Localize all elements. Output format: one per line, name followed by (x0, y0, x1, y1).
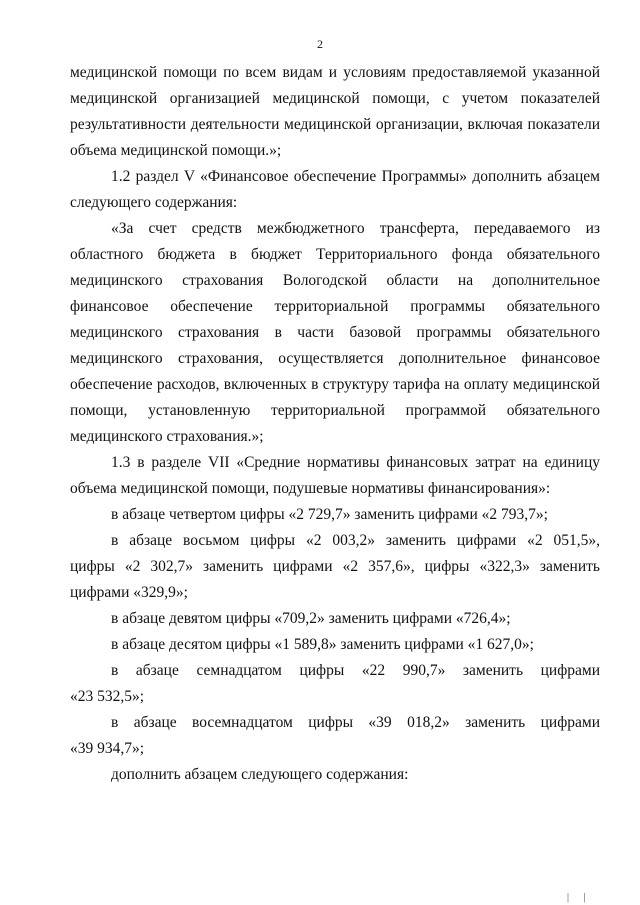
text-line: в абзаце девятом цифры «709,2» заменить цифрами «726,4»; (111, 610, 511, 627)
text-line: медицинского страхования Вологодской области на дополнительное (70, 272, 600, 289)
text-line: финансовое обеспечение территориальной программы обязательного (70, 298, 600, 315)
text-line: в абзаце четвертом цифры «2 729,7» заменить цифрами «2 793,7»; (111, 506, 548, 523)
text-line: объема медицинской помощи, подушевые нормативы финансирования»: (70, 480, 551, 497)
text-line: медицинского страхования.»; (70, 428, 264, 445)
text-line: 1.2 раздел V «Финансовое обеспечение Программы» дополнить абзацем (111, 168, 600, 185)
text-line: в абзаце десятом цифры «1 589,8» заменить цифрами «1 627,0»; (111, 636, 534, 653)
text-line: медицинского страхования, осуществляется дополнительное финансовое (70, 350, 600, 367)
footer-marks: | | (567, 892, 592, 903)
text-line: в абзаце семнадцатом цифры «22 990,7» заменить цифрами (111, 662, 600, 679)
text-line: в абзаце восьмом цифры «2 003,2» заменить цифрами «2 051,5», (111, 532, 600, 549)
text-line: в абзаце восемнадцатом цифры «39 018,2» заменить цифрами (111, 714, 600, 731)
document-body (70, 60, 600, 788)
text-line: областного бюджета в бюджет Территориального фонда обязательного (70, 246, 600, 263)
text-line: помощи, установленную территориальной программой обязательного (70, 402, 600, 419)
text-line: объема медицинской помощи.»; (70, 142, 282, 159)
text-line: «39 934,7»; (70, 740, 145, 757)
text-line: «За счет средств межбюджетного трансферта, передаваемого из (111, 220, 600, 237)
text-line: медицинской помощи по всем видам и условиям предоставляемой указанной (70, 64, 600, 81)
text-line: результативности деятельности медицинской организации, включая показатели (70, 116, 600, 133)
text-line: цифры «2 302,7» заменить цифрами «2 357,6», цифры «322,3» заменить (70, 558, 600, 575)
text-line: цифрами «329,9»; (70, 584, 188, 601)
text-line: медицинского страхования в части базовой программы обязательного (70, 324, 600, 341)
page-number: 2 (317, 37, 323, 51)
text-line: 1.3 в разделе VII «Средние нормативы финансовых затрат на единицу (111, 454, 600, 471)
text-line: «23 532,5»; (70, 688, 145, 705)
text-line: дополнить абзацем следующего содержания: (111, 766, 409, 783)
text-line: медицинской организацией медицинской помощи, с учетом показателей (70, 90, 600, 107)
text-line: обеспечение расходов, включенных в структуру тарифа на оплату медицинской (70, 376, 600, 393)
text-line: следующего содержания: (70, 194, 238, 211)
